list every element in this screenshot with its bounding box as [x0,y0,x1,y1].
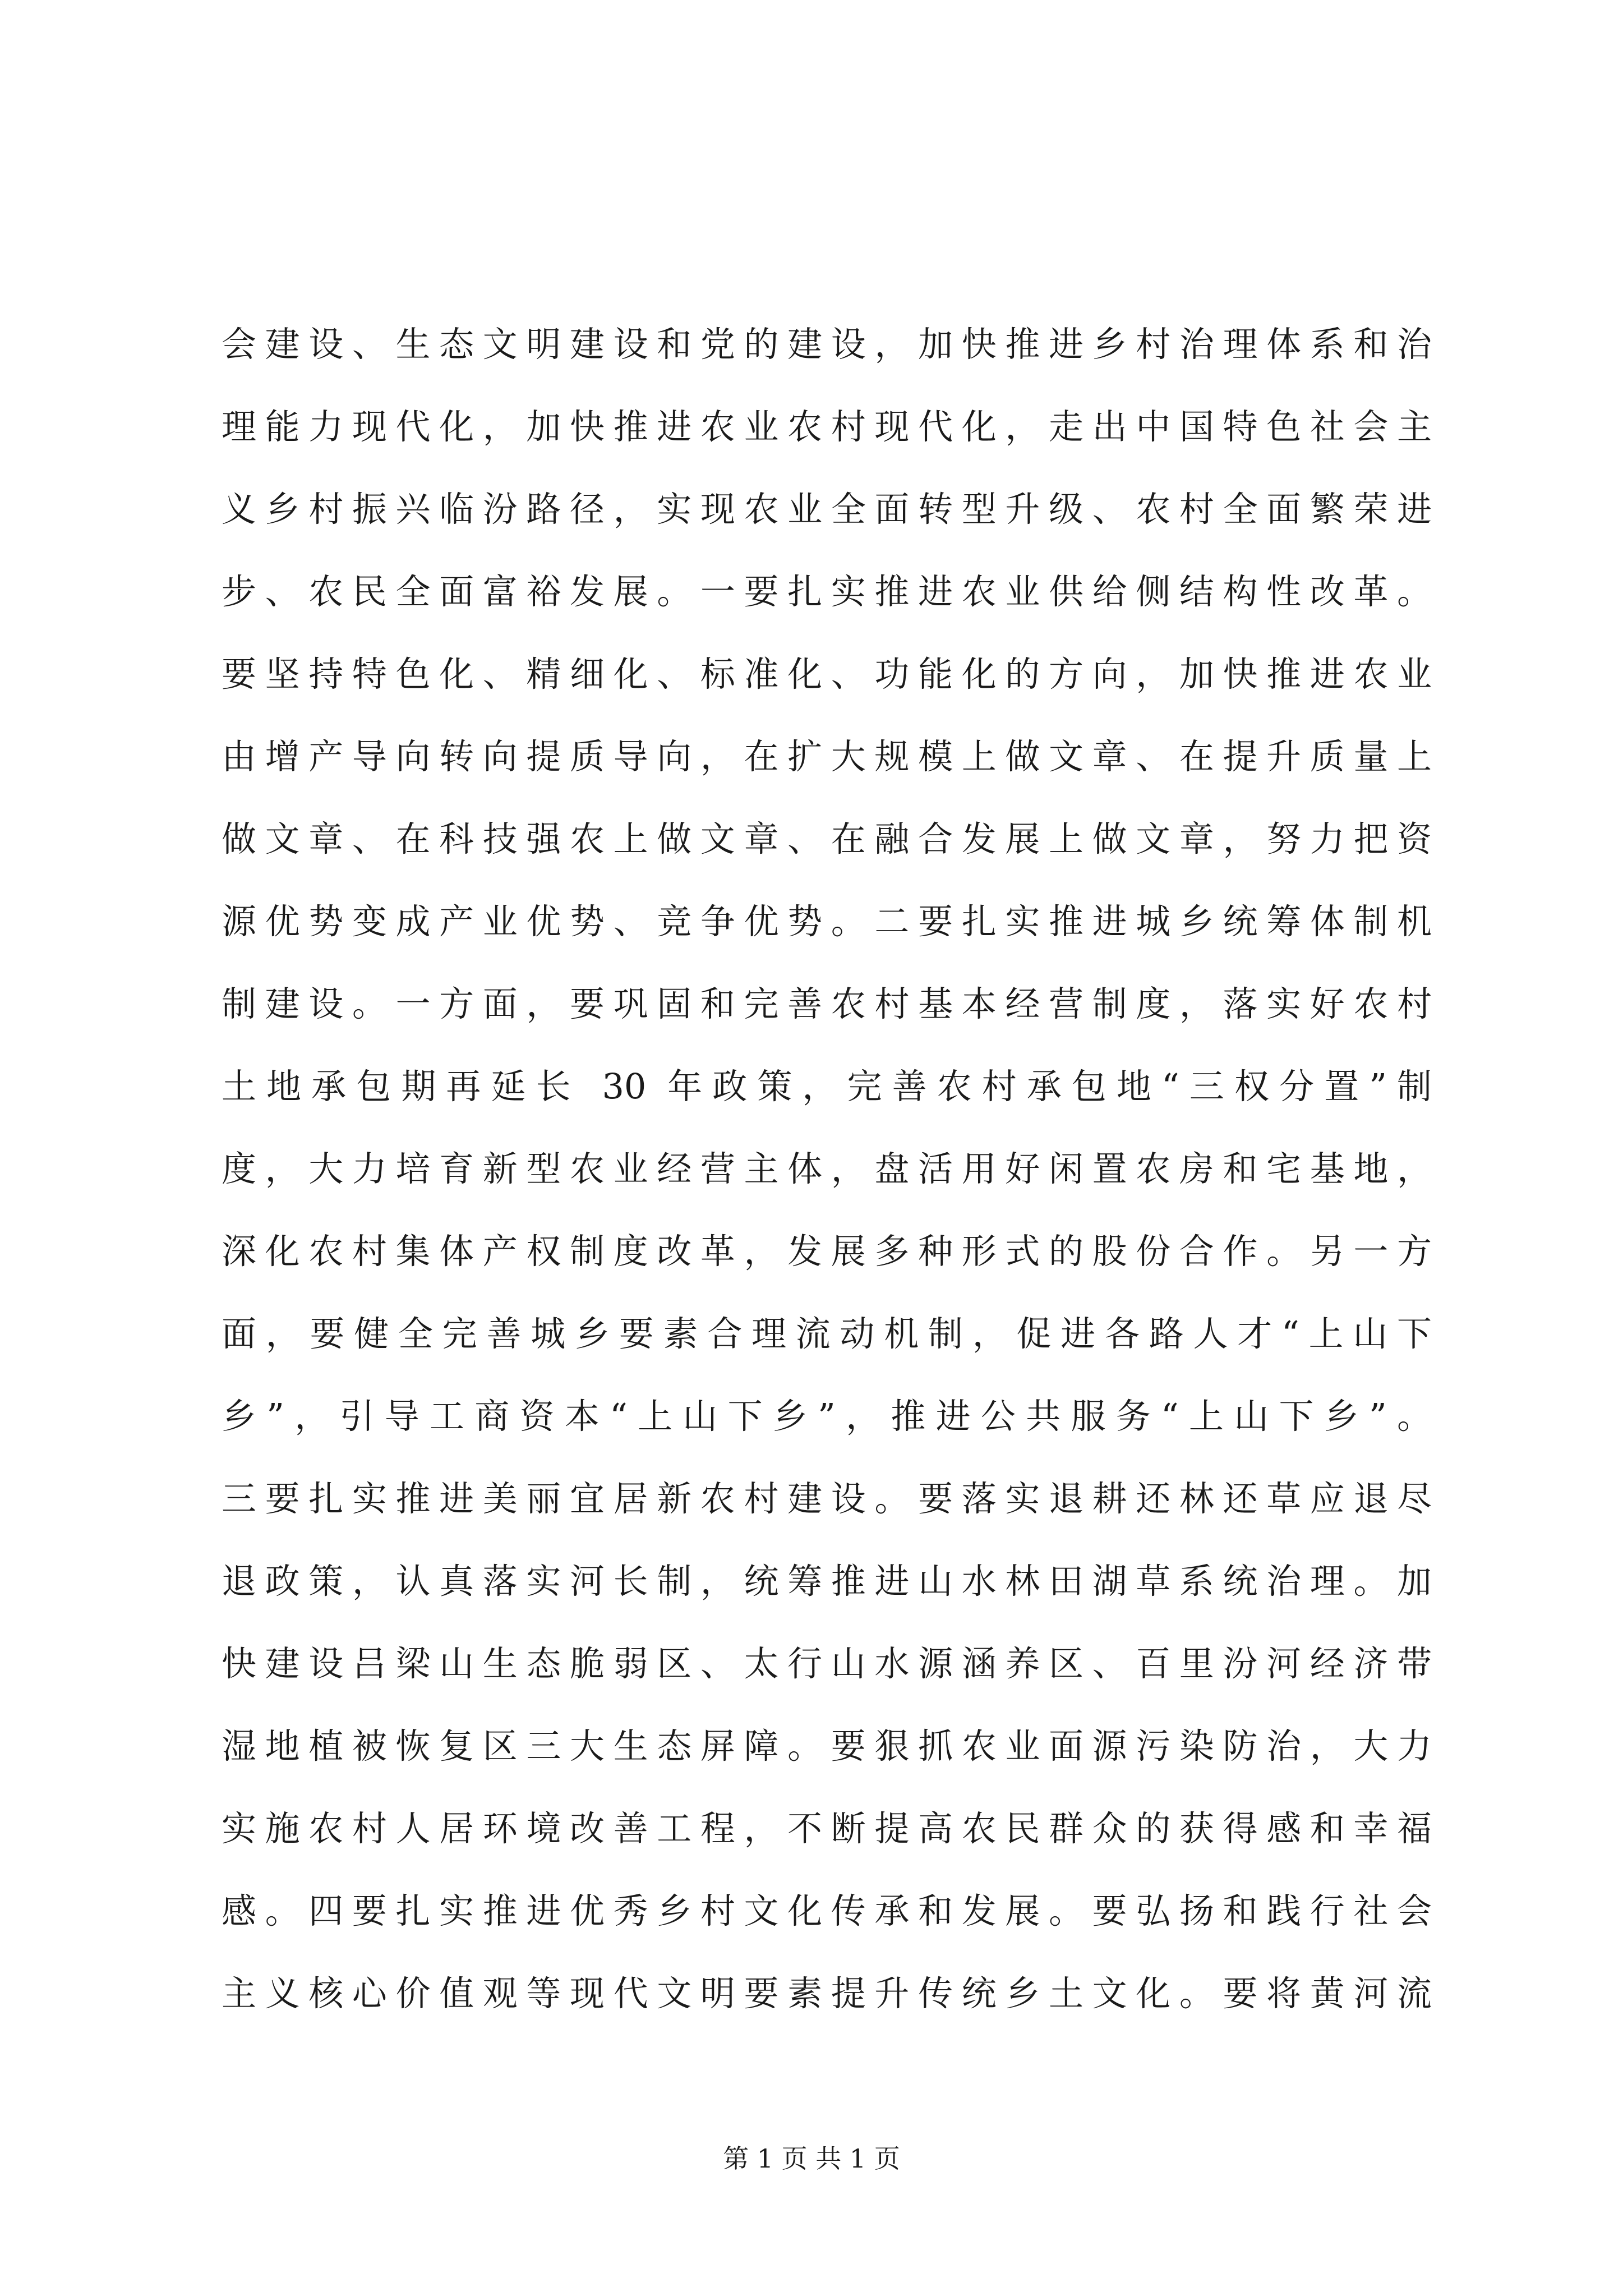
text-line: 理能力现代化，加快推进农业农村现代化，走出中国特色社会主 [222,406,1432,447]
text-line: 三要扎实推进美丽宜居新农村建设。要落实退耕还林还草应退尽 [222,1478,1432,1519]
text-line: 做文章、在科技强农上做文章、在融合发展上做文章，努力把资 [222,818,1432,859]
text-line: 制建设。一方面，要巩固和完善农村基本经营制度，落实好农村 [222,983,1432,1024]
text-line: 要坚持特色化、精细化、标准化、功能化的方向，加快推进农业 [222,654,1432,694]
text-line: 湿地植被恢复区三大生态屏障。要狠抓农业面源污染防治，大力 [222,1726,1432,1766]
text-line: 面，要健全完善城乡要素合理流动机制，促进各路人才“上山下 [222,1313,1432,1354]
text-line: 实施农村人居环境改善工程，不断提高农民群众的获得感和幸福 [222,1808,1432,1849]
text-line: 乡”，引导工商资本“上山下乡”，推进公共服务“上山下乡”。 [222,1396,1432,1437]
text-line: 义乡村振兴临汾路径，实现农业全面转型升级、农村全面繁荣进 [222,489,1432,530]
text-line: 深化农村集体产权制度改革，发展多种形式的股份合作。另一方 [222,1231,1432,1272]
text-line: 快建设吕梁山生态脆弱区、太行山水源涵养区、百里汾河经济带 [222,1643,1432,1684]
text-line: 主义核心价值观等现代文明要素提升传统乡土文化。要将黄河流 [222,1973,1432,2014]
page-number-footer: 第 1 页 共 1 页 [723,2143,900,2174]
text-line: 度，大力培育新型农业经营主体，盘活用好闲置农房和宅基地， [222,1148,1432,1189]
body-text [222,303,1432,2035]
text-line: 会建设、生态文明建设和党的建设，加快推进乡村治理体系和治 [222,324,1432,365]
text-line: 源优势变成产业优势、竞争优势。二要扎实推进城乡统筹体制机 [222,901,1432,942]
text-line: 退政策，认真落实河长制，统筹推进山水林田湖草系统治理。加 [222,1561,1432,1602]
text-line: 感。四要扎实推进优秀乡村文化传承和发展。要弘扬和践行社会 [222,1890,1432,1931]
text-line: 土地承包期再延长 30 年政策，完善农村承包地“三权分置”制 [222,1066,1432,1107]
text-line: 步、农民全面富裕发展。一要扎实推进农业供给侧结构性改革。 [222,571,1432,612]
text-line: 由增产导向转向提质导向，在扩大规模上做文章、在提升质量上 [222,736,1432,777]
